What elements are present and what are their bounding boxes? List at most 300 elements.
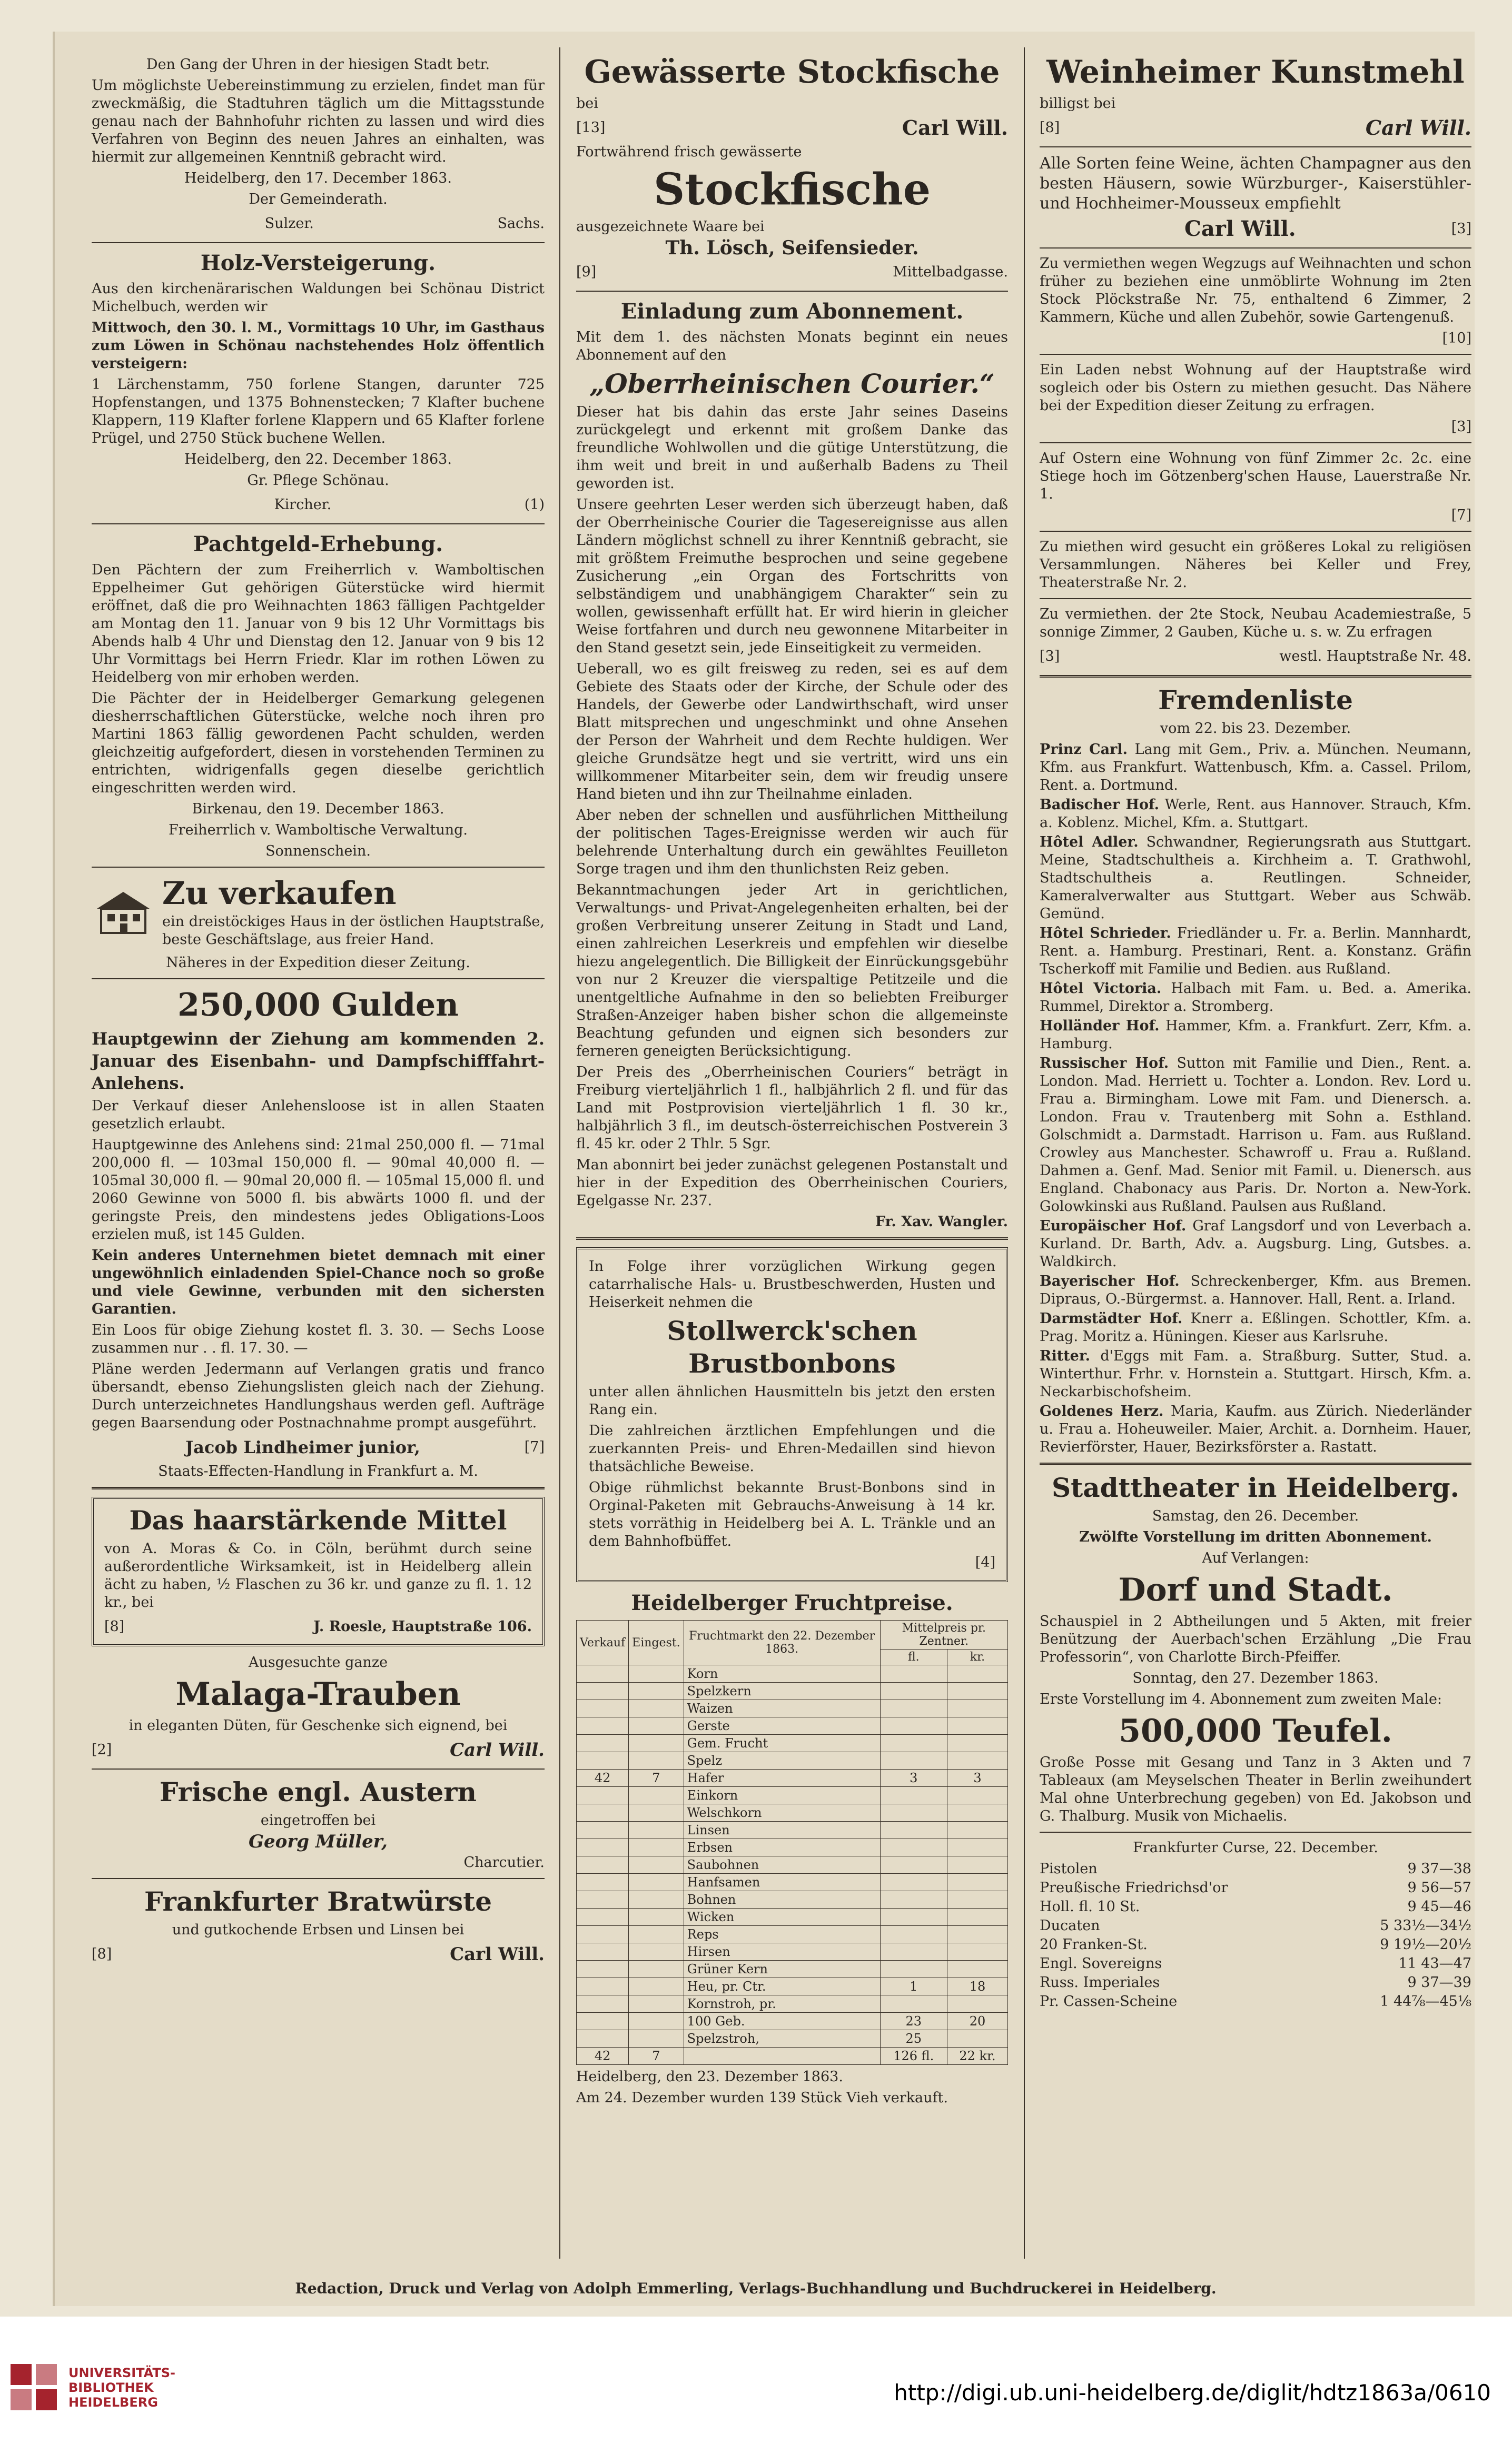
notice-text: Um möglichste Uebereinstimmung zu erzielen, findet man für zweckmäßig, die Stadtuhren täglich um die Mittagsstunde genau nach der Bahnhofuhr richten zu lassen und wird dies Verfahren von Beginn des neuen Jahres an einhalten, was hiermit zur allgemeinen Kenntniß gebracht wird. xyxy=(92,77,545,165)
table-cell xyxy=(577,1943,629,1961)
hotel-name: Russischer Hof. xyxy=(1040,1055,1169,1071)
table-cell xyxy=(629,1839,684,1856)
table-cell xyxy=(629,2013,684,2030)
table-cell: Spelz xyxy=(684,1752,880,1770)
list-item xyxy=(1040,925,1471,978)
ad-title: Pachtgeld-Erhebung. xyxy=(193,532,443,557)
table-cell xyxy=(577,1995,629,2013)
ad-signature: Georg Müller, xyxy=(249,1831,388,1852)
section-subtitle: vom 22. bis 23. Dezember. xyxy=(1160,720,1351,737)
table-cell xyxy=(629,1891,684,1909)
ad-number: [3] xyxy=(1451,221,1471,237)
divider xyxy=(1040,1463,1471,1465)
table-cell: 25 xyxy=(880,2030,947,2048)
ad-text: Zu vermiethen wegen Wegzugs auf Weihnachten und schon früher zu beziehen eine unmöblirte Wohnung im 2ten Stock Plöckstraße Nr. 75, enthaltend 6 Zimmer, 2 Kammern, Küche und allen Zubehör, sowie Gartengenuß. xyxy=(1040,255,1471,325)
table-row xyxy=(577,1700,1008,1717)
ad-text: Ausgesuchte ganze xyxy=(248,1654,388,1671)
table-cell xyxy=(947,1665,1007,1683)
ad-text: Der Preis des „Oberrheinischen Couriers“ beträgt in Freiburg vierteljährlich 1 fl., halbjährlich 2 fl. und für das Land mit Postprovision vierteljährlich 1 fl. 30 kr., halbjährlich 3 fl., im deutsch-österreichischen Postverein 3 fl. 45 kr. oder 2 Thlr. 5 Sgr. xyxy=(576,1064,1008,1152)
hotel-name: Badischer Hof. xyxy=(1040,797,1160,813)
table-cell xyxy=(947,1839,1007,1856)
ad-text: ausgezeichnete Waare bei xyxy=(576,218,765,235)
table-cell xyxy=(577,1717,629,1735)
list-item xyxy=(1040,1347,1471,1401)
table-cell: Saubohnen xyxy=(684,1856,880,1874)
table-cell xyxy=(947,1700,1007,1717)
ad-text: In Folge ihrer vorzüglichen Wirkung gegen catarrhalische Hals- u. Brustbeschwerden, Husten und Heiserkeit nehmen die xyxy=(589,1258,995,1310)
ad-signature: J. Roesle, Hauptstraße 106. xyxy=(313,1618,532,1635)
list-item xyxy=(1040,1898,1471,1916)
coin-name: Pistolen xyxy=(1040,1861,1098,1877)
divider xyxy=(1040,598,1471,599)
table-total-row xyxy=(577,2048,1008,2065)
table-cell: Gem. Frucht xyxy=(684,1735,880,1752)
play-title: 500,000 Teufel. xyxy=(1119,1713,1392,1750)
ad-box xyxy=(92,1497,545,1646)
ad-text: Die zahlreichen ärztlichen Empfehlungen und die zuerkannten Preis- und Ehren-Medaillen sind hievon thatsächliche Beweise. xyxy=(589,1423,995,1475)
ad-text: 1 Lärchenstamm, 750 forlene Stangen, darunter 725 Hopfenstangen, und 1375 Bohnenstecken; 7 Klafter buchene Klappern, 119 Klafter forlene Klappern und 65 Klafter forlene Prügel, und 2750 Stück buchene Wellen. xyxy=(92,376,545,446)
theater-text: Erste Vorstellung im 4. Abonnement zum zweiten Male: xyxy=(1040,1691,1442,1707)
list-item xyxy=(1040,1955,1471,1973)
table-cell xyxy=(684,2048,880,2065)
guest-list xyxy=(1034,741,1477,1456)
ad-text: Den Pächtern der zum Freiherrlich v. Wamboltischen Eppelheimer Gut gehörigen Güterstücke wird hiermit eröffnet, daß die pro Weihnachten 1863 fälligen Pachtgelder am Montag den 11. Januar von 9 bis 12 Uhr Vormittags bis Abends halb 4 Uhr und Dienstag den 12. Januar von 9 bis 12 Uhr Vormittags bei Herrn Friedr. Klar im rothen Löwen zu Heidelberg von mir erhoben werden. xyxy=(92,562,545,685)
ad-number: [8] xyxy=(104,1618,125,1635)
ad-title: Holz-Versteigerung. xyxy=(200,251,436,275)
theater-text: Zwölfte Vorstellung im dritten Abonnement. xyxy=(1079,1529,1432,1545)
table-cell xyxy=(629,1822,684,1839)
coin-name: 20 Franken-St. xyxy=(1040,1936,1148,1953)
divider xyxy=(92,1768,545,1770)
coin-rate: 11 43—47 xyxy=(1398,1955,1471,1972)
table-cell xyxy=(577,1909,629,1926)
table-cell: Kornstroh, pr. xyxy=(684,1995,880,2013)
ad-text: eingetroffen bei xyxy=(260,1812,376,1829)
hotel-name: Goldenes Herz. xyxy=(1040,1403,1164,1419)
ad-text: Fortwährend frisch gewässerte xyxy=(576,144,802,160)
guest-names: Knerr a. Eßlingen. Schottler, Kfm. a. Prag. Moritz a. Hüningen. Kieser aus Karlsruhe. xyxy=(1040,1310,1471,1345)
table-cell xyxy=(577,1752,629,1770)
table-cell xyxy=(629,1961,684,1978)
house-illustration xyxy=(92,888,155,935)
table-cell xyxy=(880,1943,947,1961)
table-cell xyxy=(947,1926,1007,1943)
table-cell: Welschkorn xyxy=(684,1804,880,1822)
ad-number: [13] xyxy=(576,120,606,136)
table-cell xyxy=(947,1874,1007,1891)
table-cell: 20 xyxy=(947,2013,1007,2030)
ad-text: unter allen ähnlichen Hausmitteln bis jetzt den ersten Rang ein. xyxy=(589,1384,995,1418)
ad-signature: Kircher. xyxy=(274,496,332,513)
ad-number: [8] xyxy=(1040,120,1060,136)
hotel-name: Hôtel Adler. xyxy=(1040,834,1139,850)
ad-text: Hauptgewinne des Anlehens sind: 21mal 250,000 fl. — 71mal 200,000 fl. — 103mal 150,000 fl. — 90mal 40,000 fl. — 105mal 30,000 fl. — 90mal 20,000 fl. — 105mal 15,000 fl. und 2060 Gewinne von 5000 fl. bis abwärts 1000 fl. und der geringste Preis, den mindestens jedes Obligations-Loos erzielen muß, ist 145 Gulden. xyxy=(92,1137,545,1243)
table-cell xyxy=(880,1891,947,1909)
divider xyxy=(1040,354,1471,355)
ad-number: [4] xyxy=(975,1554,995,1571)
table-row xyxy=(577,1752,1008,1770)
table-cell xyxy=(880,1735,947,1752)
ad-title: Frankfurter Bratwürste xyxy=(144,1886,492,1917)
library-logo[interactable] xyxy=(11,2364,175,2411)
table-cell: 1 xyxy=(880,1978,947,1995)
table-cell: Einkorn xyxy=(684,1787,880,1804)
table-cell xyxy=(629,1665,684,1683)
table-cell: 3 xyxy=(880,1770,947,1787)
ad-text: Mittwoch, den 30. l. M., Vormittags 10 Uhr, im Gasthaus zum Löwen in Schönau nachstehendes Holz öffentlich versteigern: xyxy=(92,320,545,372)
hotel-name: Europäischer Hof. xyxy=(1040,1218,1187,1234)
ad-signature: Carl Will. xyxy=(450,1740,545,1761)
section-title: Stadttheater in Heidelberg. xyxy=(1051,1472,1460,1503)
hotel-name: Bayerischer Hof. xyxy=(1040,1273,1180,1289)
ad-text: bei xyxy=(576,95,598,112)
guest-names: Halbach mit Fam. u. Bed. a. Amerika. Rummel, Direktor a. Stromberg. xyxy=(1040,980,1472,1015)
ad-text: Obige rühmlichst bekannte Brust-Bonbons sind in Orginal-Paketen mit Gebrauchs-Anweisung à 14 kr. stets vorräthig in Heidelberg bei A. L. Tränkle und an dem Bahnhofbüffet. xyxy=(589,1479,995,1549)
ad-title: Frische engl. Austern xyxy=(160,1776,477,1807)
table-cell xyxy=(629,1995,684,2013)
ad-text: Die Pächter der in Heidelberger Gemarkung gelegenen diesherrschaftlichen Güterstücke, welche noch ihren pro Martini 1863 fällig gewordenen Pacht schulden, werden gleichzeitig aufgefordert, diesen in vorstehenden Terminen zu entrichten, widrigenfalls gegen dieselbe gerichtlich eingeschritten werden wird. xyxy=(92,690,545,796)
table-cell: Hirsen xyxy=(684,1943,880,1961)
table-cell: Heu, pr. Ctr. xyxy=(684,1978,880,1995)
ad-text: Unsere geehrten Leser werden sich überzeugt haben, daß der Oberrheinische Courier die Tagesereignisse aus allen Ländern möglichst schnell zu ihrer Kenntniß gebracht, sie mit größtem Freimuthe besprochen und seine gegebene Zusicherung „ein Organ des Fortschritts von selbständigem und unabhängigem Charakter“ sein zu wollen, gewissenhaft erfüllt hat. Er wird hierin in gleicher Weise fortfahren und durch neu gewonnene Mitarbeiter in den Stand gesetzt sein, jede Einseitigkeit zu vermeiden. xyxy=(576,496,1008,656)
ad-text: Ueberall, wo es gilt freisweg zu reden, sei es auf dem Gebiete des Staats oder der Kirche, der Schule oder des Handels, der Gewerbe oder Landwirthschaft, wird unser Blatt mitsprechen und ungeschminkt und ohne Ansehen der Person der Wahrheit und dem Rechte huldigen. Wer gleiche Grundsätze hegt und sie vertritt, wird uns ein willkommener Mitarbeiter sein, dem wir freudig unsere Hand bieten und ihn zur Theilnahme einladen. xyxy=(576,661,1008,802)
exchange-title: Frankfurter Curse, 22. December. xyxy=(1133,1840,1378,1856)
ad-number: [7] xyxy=(1451,507,1471,523)
table-cell xyxy=(629,1787,684,1804)
hotel-name: Holländer Hof. xyxy=(1040,1018,1160,1034)
theater-text: Auf Verlangen: xyxy=(1202,1550,1309,1566)
ad-title: Stollwerck'schen Brustbonbons xyxy=(667,1315,917,1379)
table-cell xyxy=(880,1856,947,1874)
ad-number: [3] xyxy=(1451,419,1471,435)
ad-signature: Charcutier. xyxy=(463,1854,545,1871)
ad-signer: Freiherrlich v. Wamboltische Verwaltung. xyxy=(169,822,468,838)
divider xyxy=(576,291,1008,292)
table-cell xyxy=(880,1752,947,1770)
table-cell: Bohnen xyxy=(684,1891,880,1909)
ad-title: Malaga-Trauben xyxy=(175,1676,461,1713)
list-item xyxy=(1040,980,1471,1016)
library-name: BIBLIOTHEK xyxy=(68,2380,154,2395)
hotel-name: Ritter. xyxy=(1040,1348,1090,1364)
table-row xyxy=(577,1856,1008,1874)
notice-signature: Sachs. xyxy=(497,215,545,232)
ad-text: Mit dem 1. des nächsten Monats beginnt ein neues Abonnement auf den xyxy=(576,329,1008,363)
table-cell xyxy=(947,1804,1007,1822)
ad-address: westl. Hauptstraße Nr. 48. xyxy=(1279,648,1471,664)
table-cell xyxy=(629,1856,684,1874)
divider xyxy=(92,978,545,979)
table-cell xyxy=(880,1787,947,1804)
column-header: kr. xyxy=(947,1650,1007,1665)
guest-names: Graf Langsdorf und von Leverbach a. Kurland. Dr. Barth, Adv. a. Augsburg. Ling, Gutsbes. a. Waldkirch. xyxy=(1040,1218,1471,1270)
hotel-name: Hôtel Victoria. xyxy=(1040,980,1162,997)
hotel-name: Darmstädter Hof. xyxy=(1040,1310,1183,1327)
library-name: HEIDELBERG xyxy=(68,2395,158,2410)
divider xyxy=(92,867,545,868)
table-cell xyxy=(629,1874,684,1891)
column-header: fl. xyxy=(880,1650,947,1665)
ad-text: Pläne werden Jedermann auf Verlangen gratis und franco übersandt, ebenso Ziehungslisten gleich nach der Ziehung. Durch unterzeichnetes Handlungshaus werden gefl. Aufträge gegen Baarsendung oder Postnachnahme prompt ausgeführt. xyxy=(92,1361,545,1431)
table-cell xyxy=(577,2030,629,2048)
ad-signer: Gr. Pflege Schönau. xyxy=(247,472,389,489)
table-cell: Hafer xyxy=(684,1770,880,1787)
table-cell xyxy=(629,1926,684,1943)
ad-signature: Th. Lösch, Seifensieder. xyxy=(665,237,919,259)
table-cell: 7 xyxy=(629,1770,684,1787)
table-cell xyxy=(947,1752,1007,1770)
table-cell: Waizen xyxy=(684,1700,880,1717)
ad-title: 250,000 Gulden xyxy=(177,987,459,1024)
table-cell: 23 xyxy=(880,2013,947,2030)
table-cell xyxy=(629,1943,684,1961)
table-cell: Gerste xyxy=(684,1717,880,1735)
table-cell: Korn xyxy=(684,1665,880,1683)
coin-name: Preußische Friedrichsd'or xyxy=(1040,1880,1228,1896)
coin-name: Engl. Sovereigns xyxy=(1040,1955,1162,1972)
table-cell xyxy=(947,1683,1007,1700)
notice-signer: Der Gemeinderath. xyxy=(249,191,388,207)
table-note: Am 24. Dezember wurden 139 Stück Vieh verkauft. xyxy=(576,2090,948,2106)
table-cell xyxy=(577,1926,629,1943)
table-row xyxy=(577,1665,1008,1683)
guest-names: Hammer, Kfm. a. Frankfurt. Zerr, Kfm. a. Hamburg. xyxy=(1040,1018,1471,1052)
divider xyxy=(1040,146,1471,147)
theater-text: Große Posse mit Gesang und Tanz in 3 Akten und 7 Tableaux (am Meyselschen Theater in Berlin zweihundert Mal ohne Unterbrechung gegeben) von Ed. Jakobson und G. Thalburg. Musik von Michaelis. xyxy=(1040,1754,1471,1824)
theater-date: Sonntag, den 27. Dezember 1863. xyxy=(1132,1670,1379,1686)
ad-date: Birkenau, den 19. December 1863. xyxy=(192,801,444,817)
coin-name: Pr. Cassen-Scheine xyxy=(1040,1993,1178,2010)
ad-title: Weinheimer Kunstmehl xyxy=(1046,54,1465,91)
ad-text: Auf Ostern eine Wohnung von fünf Zimmer 2c. 2c. eine Stiege hoch im Götzenberg'schen Hause, Lauerstraße Nr. 1. xyxy=(1040,450,1471,502)
ad-text: Man abonnirt bei jeder zunächst gelegenen Postanstalt und hier in der Expedition des Oberrheinischen Couriers, Egelgasse Nr. 237. xyxy=(576,1157,1008,1209)
table-cell xyxy=(629,1978,684,1995)
table-title: Heidelberger Fruchtpreise. xyxy=(631,1591,953,1615)
ad-text: Kein anderes Unternehmen bietet demnach mit einer ungewöhnlich einladenden Spiel-Chance noch so große und viele Gewinne, verbunden mit den sichersten Garantien. xyxy=(92,1247,545,1317)
list-item xyxy=(1040,1860,1471,1878)
viewer-footer xyxy=(0,2317,1512,2464)
table-cell xyxy=(947,1717,1007,1735)
ad-text: ein dreistöckiges Haus in der östlichen Hauptstraße, beste Geschäftslage, aus freier Hand. xyxy=(162,913,545,948)
table-cell xyxy=(880,1961,947,1978)
table-cell xyxy=(947,1822,1007,1839)
coin-name: Russ. Imperiales xyxy=(1040,1974,1160,1991)
divider xyxy=(1040,675,1471,678)
table-row xyxy=(577,1787,1008,1804)
guest-names: Lang mit Gem., Priv. a. München. Neumann, Kfm. aus Frankfurt. Wattenbusch, Kfm. a. Cassel. Prilom, Rent. a. Dortmund. xyxy=(1040,741,1471,793)
table-cell xyxy=(629,1909,684,1926)
table-cell: 22 kr. xyxy=(947,2048,1007,2065)
coin-rate: 9 37—38 xyxy=(1407,1861,1471,1877)
table-cell xyxy=(947,1787,1007,1804)
table-cell: 100 Geb. xyxy=(684,2013,880,2030)
notice-date: Heidelberg, den 17. December 1863. xyxy=(184,170,452,186)
table-cell: Erbsen xyxy=(684,1839,880,1856)
table-row xyxy=(577,1995,1008,2013)
ad-signature: Carl Will. xyxy=(1365,116,1471,140)
ad-text: und gutkochende Erbsen und Linsen bei xyxy=(172,1922,465,1938)
table-cell: Reps xyxy=(684,1926,880,1943)
table-row xyxy=(577,1978,1008,1995)
divider xyxy=(92,242,545,243)
table-cell: Spelzkern xyxy=(684,1683,880,1700)
table-cell xyxy=(880,1839,947,1856)
guest-names: Schwandner, Regierungsrath aus Stuttgart. Meine, Stadtschultheis a. Kirchheim a. T. Grathwohl, Stadtschultheis a. Reutlingen. Schneider, Kameralverwalter aus Stuttgart. Weber aus Schwäb. Gemünd. xyxy=(1040,834,1471,922)
column-header: Mittelpreis pr. Zentner. xyxy=(880,1621,1007,1650)
table-cell xyxy=(947,1943,1007,1961)
ad-signature: Carl Will. xyxy=(902,116,1008,140)
table-cell xyxy=(947,1735,1007,1752)
coin-name: Ducaten xyxy=(1040,1917,1100,1934)
ad-address: Staats-Effecten-Handlung in Frankfurt a. M. xyxy=(158,1463,478,1479)
ad-box xyxy=(576,1247,1008,1582)
table-cell: Hanfsamen xyxy=(684,1874,880,1891)
theater-text: Schauspiel in 2 Abtheilungen und 5 Akten, mit freier Benützung der Auerbach'schen Erzählung „Die Frau Professorin“, von Charlotte Birch-Pfeiffer. xyxy=(1040,1613,1471,1665)
ad-text: Dieser hat bis dahin das erste Jahr seines Daseins zurückgelegt und erkennt mit großem Danke das freundliche Wohlwollen und die gütige Unterstützung, die ihm weit und breit in und außerhalb Badens zu Theil geworden ist. xyxy=(576,404,1008,492)
divider xyxy=(92,523,545,524)
ad-number: [10] xyxy=(1442,330,1471,346)
table-cell xyxy=(577,1665,629,1683)
ad-signature: Carl Will. xyxy=(1184,216,1296,241)
permalink[interactable]: http://digi.ub.uni-heidelberg.de/diglit/hdtz1863a/0610 xyxy=(894,2380,1491,2406)
table-cell xyxy=(629,1717,684,1735)
table-row xyxy=(577,1943,1008,1961)
theater-date: Samstag, den 26. December. xyxy=(1152,1508,1359,1524)
table-cell: Grüner Kern xyxy=(684,1961,880,1978)
table-row xyxy=(577,1839,1008,1856)
ad-text: Aus den kirchenärarischen Waldungen bei Schönau District Michelbuch, werden wir xyxy=(92,281,545,315)
column-middle xyxy=(571,32,1013,2264)
column-left xyxy=(86,32,550,2264)
ad-number: [2] xyxy=(92,1742,112,1758)
coin-rate: 9 19½—20½ xyxy=(1380,1936,1471,1953)
ad-number: (1) xyxy=(524,496,545,513)
coin-rate: 9 45—46 xyxy=(1407,1899,1471,1915)
table-row xyxy=(577,1822,1008,1839)
ad-title: Stockfische xyxy=(653,164,931,215)
table-cell: 3 xyxy=(947,1770,1007,1787)
table-cell xyxy=(577,1874,629,1891)
ad-text: in eleganten Düten, für Geschenke sich eignend, bei xyxy=(129,1717,508,1734)
ad-title: Das haarstärkende Mittel xyxy=(129,1505,507,1536)
list-item xyxy=(1040,833,1471,923)
table-cell xyxy=(947,1856,1007,1874)
divider xyxy=(1040,442,1471,443)
table-date: Heidelberg, den 23. Dezember 1863. xyxy=(576,2069,843,2085)
guest-names: Sutton mit Familie und Dien., Rent. a. London. Mad. Herriett u. Tochter a. London. Rev. Lord u. Frau a. Birmingham. Lowe mit Fam. und Dienersch. a. London. Frau v. Trautenberg mit Sohn a. Esthland. Golschmidt a. Darmstadt. Harrison u. Fam. aus Rußland. Crowley aus Manchester. Schawroff u. Frau a. Rußland. Dahmen a. Genf. Mad. Senior mit Famil. u. Dienersch. aus England. Chabonacy aus Paris. Dr. Norton a. New-York. Golowkinski aus Rußland. Paulsen aus Rußland. xyxy=(1040,1055,1471,1215)
ad-signature: Carl Will. xyxy=(450,1944,545,1965)
column-header: Verkauf xyxy=(577,1621,629,1665)
ad-title: Zu verkaufen xyxy=(162,875,397,912)
list-item xyxy=(1040,1310,1471,1346)
column-header: Fruchtmarkt den 22. Dezember 1863. xyxy=(684,1621,880,1665)
table-cell xyxy=(577,2013,629,2030)
table-cell: 18 xyxy=(947,1978,1007,1995)
coin-rate: 5 33½—34½ xyxy=(1380,1917,1471,1934)
divider xyxy=(1040,1832,1471,1833)
table-cell xyxy=(577,1856,629,1874)
table-cell xyxy=(577,1839,629,1856)
ad-title: Einladung zum Abonnement. xyxy=(620,299,964,324)
list-item xyxy=(1040,1217,1471,1271)
table-cell xyxy=(577,1804,629,1822)
ad-text: Näheres in der Expedition dieser Zeitung. xyxy=(166,955,470,971)
list-item xyxy=(1040,1936,1471,1954)
table-row xyxy=(577,1717,1008,1735)
ad-address: Mittelbadgasse. xyxy=(893,264,1008,280)
notice-heading: Den Gang der Uhren in der hiesigen Stadt betr. xyxy=(146,56,490,73)
list-item xyxy=(1040,1017,1471,1053)
section-title: Fremdenliste xyxy=(1158,684,1353,716)
table-cell: 42 xyxy=(577,1770,629,1787)
table-cell xyxy=(577,1891,629,1909)
table-cell: 126 fl. xyxy=(880,2048,947,2065)
table-cell xyxy=(577,1735,629,1752)
imprint: Redaction, Druck und Verlag von Adolph Emmerling, Verlags-Buchhandlung und Buchdruckerei in Heidelberg. xyxy=(295,2280,1217,2297)
table-cell xyxy=(880,1926,947,1943)
table-cell xyxy=(629,1700,684,1717)
table-cell xyxy=(947,1909,1007,1926)
ad-signature: Sonnenschein. xyxy=(265,843,371,859)
library-name: UNIVERSITÄTS- xyxy=(68,2366,176,2380)
table-cell xyxy=(629,1735,684,1752)
table-cell: Spelzstroh, xyxy=(684,2030,880,2048)
table-cell: Wicken xyxy=(684,1909,880,1926)
divider xyxy=(92,1487,545,1489)
table-cell: 7 xyxy=(629,2048,684,2065)
divider xyxy=(576,1237,1008,1240)
table-cell xyxy=(947,1995,1007,2013)
hotel-name: Prinz Carl. xyxy=(1040,741,1128,758)
ad-text: Alle Sorten feine Weine, ächten Champagner aus den besten Häusern, sowie Würzburger-, Kaiserstühler- und Hochheimer-Mousseux empfiehlt xyxy=(1040,154,1471,213)
table-row xyxy=(577,1891,1008,1909)
list-item xyxy=(1040,1403,1471,1456)
divider xyxy=(1040,247,1471,249)
table-row xyxy=(577,2030,1008,2048)
ad-text: Aber neben der schnellen und ausführlichen Mittheilung der politischen Tages-Ereignisse werden wir auch für belehrende Unterhaltung durch ein gewähltes Feuilleton Sorge tragen und ihm den thunlichsten Reiz geben. xyxy=(576,807,1008,877)
table-row xyxy=(577,2013,1008,2030)
table-cell xyxy=(880,1995,947,2013)
table-cell xyxy=(880,1700,947,1717)
guest-names: Maria, Kaufm. aus Zürich. Niederländer u. Frau a. Hoheuweiler. Maier, Archit. a. Dornheim. Hauer, Revierförster, Hauer, Bezirksförster a. Rastatt. xyxy=(1040,1403,1471,1455)
table-cell xyxy=(880,1909,947,1926)
table-cell xyxy=(947,2030,1007,2048)
table-cell: Linsen xyxy=(684,1822,880,1839)
play-title: Dorf und Stadt. xyxy=(1118,1572,1393,1608)
table-cell xyxy=(577,1978,629,1995)
table-cell xyxy=(880,1804,947,1822)
coin-rate: 9 37—39 xyxy=(1407,1974,1471,1991)
table-cell xyxy=(880,1874,947,1891)
guest-names: d'Eggs mit Fam. a. Straßburg. Sutter, Stud. a. Winterthur. Frhr. v. Hornstein a. Stuttgart. Hirsch, Kfm. a. Neckarbischofsheim. xyxy=(1040,1348,1471,1400)
newspaper-sheet xyxy=(53,32,1475,2306)
table-cell xyxy=(880,1665,947,1683)
ad-text: Zu miethen wird gesucht ein größeres Lokal zu religiösen Versammlungen. Näheres bei Keller und Frey, Theaterstraße Nr. 2. xyxy=(1040,539,1471,591)
table-cell xyxy=(577,1822,629,1839)
table-row xyxy=(577,1770,1008,1787)
table-cell xyxy=(577,1961,629,1978)
fruit-price-table xyxy=(576,1620,1008,2065)
ad-number: [8] xyxy=(92,1946,112,1962)
hotel-name: Hôtel Schrieder. xyxy=(1040,925,1171,941)
guest-names: Schreckenberger, Kfm. aus Bremen. Dipraus, O.-Bürgermst. a. Hannover. Hall, Rent. a. Irland. xyxy=(1040,1273,1471,1307)
divider xyxy=(92,1878,545,1879)
newspaper-name: „Oberrheinischen Courier.“ xyxy=(589,368,995,399)
coin-name: Holl. fl. 10 St. xyxy=(1040,1899,1140,1915)
column-rule xyxy=(559,47,560,2259)
ad-text: Zu vermiethen. der 2te Stock, Neubau Academiestraße, 5 sonnige Zimmer, 2 Gauben, Küche u. s. w. Zu erfragen xyxy=(1040,606,1471,640)
ad-text: Ein Laden nebst Wohnung auf der Hauptstraße wird sogleich oder bis Ostern zu miethen gesucht. Das Nähere bei der Expedition dieser Zeitung zu erfragen. xyxy=(1040,362,1471,414)
